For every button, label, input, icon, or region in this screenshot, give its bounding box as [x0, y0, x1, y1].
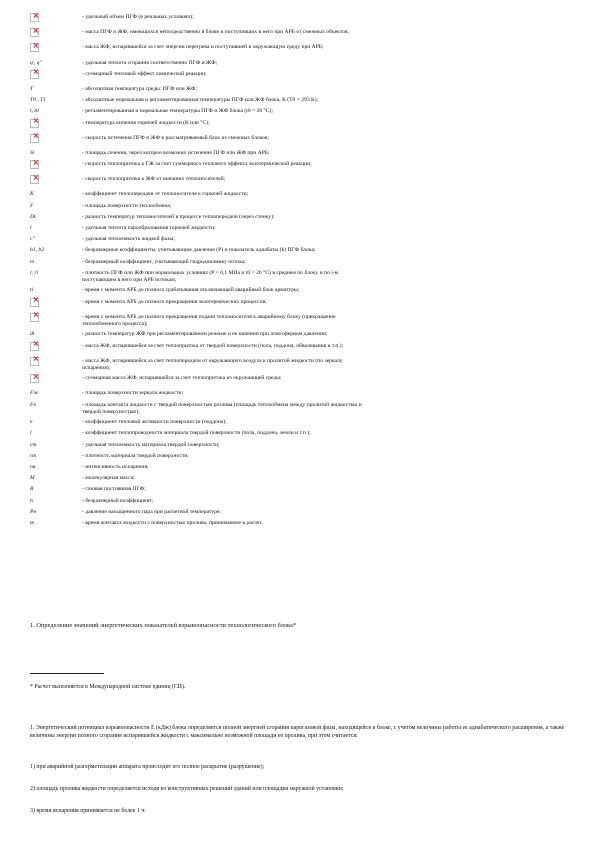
definition-row [30, 44, 578, 55]
definition-text-line: - абсолютная температура среды: ПГФ или ЖФ; [82, 85, 198, 92]
definition-symbol [30, 343, 82, 354]
definition-row [30, 343, 578, 354]
definition-row [30, 86, 578, 93]
definition-text-line: - время контакта жидкости с поверхностью пролива, принимаемое в расчет. [82, 519, 263, 526]
definition-text [82, 108, 578, 115]
definition-row [30, 442, 578, 449]
definition-text [82, 44, 578, 51]
definition-row [30, 135, 578, 146]
definition-text [82, 390, 578, 397]
definition-symbol: r [30, 225, 33, 231]
definition-text-line: - скорость теплопритока к ЖФ от внешних теплоносителей; [82, 176, 226, 183]
definition-row [30, 520, 578, 527]
broken-image-icon [30, 175, 39, 184]
definition-text-line: - интенсивность испарения; [82, 464, 149, 470]
definition-text-line: - безразмерный коэффициент, учитывающий гидродинамику потока; [82, 258, 246, 265]
definition-text [82, 247, 578, 254]
definition-text [82, 191, 578, 198]
definition-text-line: - время с момента АРБ до полного срабатывания отключающей аварийный блок арматуры; [82, 287, 300, 294]
definition-symbol: dt [30, 331, 35, 338]
definition-text-line: - безразмерные коэффициенты, учитывающие давление (P) и показатель адиабаты (k) ПГФ блока; [82, 247, 316, 254]
definition-text-line: - масса ЖФ, испарившейся за счет энергии перегрева и поступившей в окружающую среду при АРБ; [82, 44, 324, 51]
definition-text [82, 176, 578, 183]
definition-symbol [30, 71, 82, 82]
definition-text-line: испарения); [82, 364, 111, 371]
broken-image-icon [30, 119, 39, 128]
definition-symbol: c" [30, 236, 35, 243]
definition-row [30, 402, 578, 416]
definition-row [30, 509, 578, 516]
definition-text [82, 498, 578, 505]
broken-image-icon [30, 134, 39, 143]
definition-text [82, 214, 578, 221]
paragraph-energy-potential: 1. Энергетический потенциал взрывоопасности E (кДж) блока определяется полной энергией сгорания парогазовой фазы, находящейся в блоке, с учетом величины работы ее адиабатического расширения, а также величины энергии полного сгорания испарившейся жидкости с максимально возможной площади ее пролива, при этом считается: [30, 725, 565, 739]
definition-symbol: T [30, 85, 34, 92]
definition-row [30, 150, 578, 157]
definition-symbol: e [30, 419, 33, 426]
definition-text [82, 520, 578, 527]
broken-image-icon [30, 342, 39, 351]
definition-text-line: - масса ЖФ, испарившейся за счет теплопередачи от окружающего воздуха к пролитой жидкости (по зеркалу [82, 357, 343, 364]
definition-text [82, 430, 578, 437]
definition-text-line: - удельная теплоемкость жидкой фазы; [82, 236, 175, 243]
definition-row [30, 475, 578, 482]
definition-text [82, 375, 578, 382]
definition-symbol: R [30, 486, 34, 493]
definition-text-line: теплообменного процесса); [82, 320, 148, 327]
definition-row [30, 176, 578, 187]
definition-row [30, 464, 578, 471]
definition-row [30, 161, 578, 172]
definition-text-line: - площадь контакта жидкости с твердой поверхностью розлива (площадь теплообмена между пролитой жидкостью и [82, 401, 362, 408]
definitions-list [30, 14, 578, 531]
definition-text [82, 135, 578, 142]
definition-symbol: h [30, 497, 33, 504]
definition-text-line: - коэффициент теплопередачи от теплоносителя к горючей жидкости; [82, 191, 249, 198]
definition-text [82, 236, 578, 243]
definition-symbol [30, 135, 82, 146]
definition-row [30, 259, 578, 266]
definition-row [30, 247, 578, 254]
definition-text [82, 259, 578, 266]
definition-text [82, 299, 578, 306]
definition-symbol: t, t0 [30, 108, 39, 115]
broken-image-icon [30, 43, 39, 52]
definition-text-line: - давление насыщенного пара при расчетной температуре; [82, 508, 221, 515]
definition-row [30, 71, 578, 82]
definition-symbol [30, 44, 82, 55]
definition-symbol [30, 358, 82, 369]
definition-symbol: ti [30, 287, 34, 294]
definition-row [30, 270, 578, 284]
definition-text [82, 358, 578, 372]
broken-image-icon [30, 160, 39, 169]
definition-text [82, 14, 578, 21]
definition-text-line: - молекулярная масса; [82, 475, 135, 482]
definition-row [30, 375, 578, 386]
definition-text [82, 29, 578, 36]
broken-image-icon [30, 13, 39, 22]
definition-text-line: - коэффициент теплопроводности материала твердой поверхности (пола, поддона, земли и т.п.); [82, 430, 311, 437]
definition-symbol [30, 29, 82, 40]
definition-symbol: l [30, 430, 32, 437]
definition-symbol: tк [30, 519, 35, 526]
definition-text [82, 150, 578, 157]
broken-image-icon [30, 298, 39, 307]
definition-text-line: - газовая постоянная ПГФ; [82, 486, 146, 493]
definition-symbol [30, 299, 82, 310]
definition-text-line: - регламентированная и нормальная температуры ПГФ и ЖФ блока (t0 = 20 °С); [82, 108, 273, 115]
definition-text-line: - абсолютные нормальная и регламентированная температуры ПГФ или ЖФ блока, К (T0 = 293 К); [82, 97, 319, 104]
definition-text-line: - плотность ПГФ или ЖФ при нормальных условиях (P = 0,1 МПа и t0 = 20 °С) в среднем по блоку и по i-м [82, 269, 339, 276]
definition-row [30, 498, 578, 505]
definition-text [82, 402, 578, 416]
definition-text-line: - температура кипения горючей жидкости (К или °С); [82, 119, 210, 126]
definition-text [82, 60, 578, 67]
definition-symbol [30, 314, 82, 325]
definition-symbol [30, 375, 82, 386]
definition-text [82, 343, 578, 350]
definition-row [30, 108, 578, 115]
definition-symbol: M [30, 475, 35, 482]
definition-row [30, 203, 578, 210]
definition-text-line: - удельная теплота сгорания соответственно ПГФ и ЖФ; [82, 59, 218, 66]
definition-row [30, 14, 578, 25]
definition-row [30, 331, 578, 338]
definition-row [30, 358, 578, 372]
definition-row [30, 453, 578, 460]
definition-text [82, 475, 578, 482]
definition-symbol: q', q" [30, 59, 42, 66]
definition-row [30, 120, 578, 131]
definition-text [82, 331, 578, 338]
definition-symbol: F [30, 202, 34, 209]
definition-row [30, 191, 578, 198]
definition-text-line: - масса ПГФ и ЖФ, имеющихся непосредственно в блоке и поступивших в него при АРБ от смежных объектов; [82, 29, 350, 36]
definition-text-line: - удельная теплота парообразования горючей жидкости; [82, 225, 216, 231]
definition-text [82, 120, 578, 127]
definition-text-line: - время с момента АРБ до полного прекращения подачи теплоносителя к аварийному блоку (прекращение [82, 313, 336, 320]
definition-text-line: - площадь сечения, через которое возможно истечение ПГФ или ЖФ при АРБ; [82, 149, 270, 156]
definition-symbol [30, 14, 82, 25]
definition-row [30, 486, 578, 493]
paragraph-condition-1: 1) при аварийной разгерметизации аппарата происходит его полное раскрытие (разрушение); [30, 764, 265, 770]
footnote-divider [30, 673, 104, 674]
definition-text-line: - площадь поверхности теплообмена; [82, 202, 172, 209]
definition-text-line: - суммарный тепловой эффект химической реакции; [82, 70, 207, 77]
definition-row [30, 314, 578, 328]
definition-symbol [30, 176, 82, 187]
definition-text-line: - масса ЖФ, испарившейся за счет теплопритока от твердой поверхности (пола, поддона, обвалования и т.п.); [82, 342, 344, 349]
paragraph-condition-2: 2) площадь пролива жидкости определяется исходя из конструктивных решений зданий или площадки наружной установки; [30, 786, 344, 792]
definition-text [82, 287, 578, 294]
broken-image-icon [30, 70, 39, 79]
definition-text [82, 442, 578, 449]
definition-text-line: - площадь поверхности зеркала жидкости; [82, 390, 184, 397]
definition-text [82, 225, 578, 232]
section-heading: 1. Определение значений энергетических показателей взрывоопасности технологического блока* [30, 622, 297, 629]
definition-symbol [30, 120, 82, 131]
footnote: * Расчет выполняется в Международной системе единиц (СИ). [30, 684, 186, 690]
definition-text [82, 464, 578, 471]
definition-row [30, 299, 578, 310]
definition-row [30, 60, 578, 67]
definition-symbol: Si [30, 149, 35, 156]
definition-symbol: Pн [30, 508, 37, 515]
paragraph-condition-3: 3) время испарения принимается не более 1 ч: [30, 808, 146, 814]
definition-row [30, 287, 578, 294]
definition-text-line: - скорость истечения ПГФ и ЖФ в рассматриваемый блок из смежных блоков; [82, 134, 270, 141]
definition-text-line: поступающим в него при АРБ потокам; [82, 276, 177, 283]
broken-image-icon [30, 313, 39, 322]
definition-text [82, 486, 578, 493]
definition-row [30, 419, 578, 426]
definition-text [82, 203, 578, 210]
definition-text [82, 86, 578, 93]
definition-text-line: - удельный объем ПГФ (в реальных условиях); [82, 14, 194, 20]
definition-text [82, 71, 578, 78]
broken-image-icon [30, 374, 39, 383]
definition-text-line: - суммарная масса ЖФ, испарившейся за счет теплопритока из окружающей среды; [82, 375, 282, 382]
definition-symbol: пи [30, 464, 36, 470]
definition-symbol: T0 , T1 [30, 97, 47, 104]
definition-text-line: - коэффициент тепловой активности поверхности (поддона); [82, 419, 227, 426]
definition-symbol: Dt [30, 213, 36, 220]
definition-text [82, 161, 578, 168]
definition-text-line: - разность температур теплоносителей в процессе теплопередачи (через стенку); [82, 213, 275, 220]
broken-image-icon [30, 28, 39, 37]
definition-text-line: - разность температур ЖФ при регламентированном режиме и ее кипении при атмосферном давлении; [82, 331, 328, 338]
definition-text-line: - время с момента АРБ до полного прекращения экзотермических процессов; [82, 298, 267, 305]
definition-text-line: твердой поверхностью); [82, 408, 140, 415]
definition-row [30, 225, 578, 232]
definition-text [82, 314, 578, 328]
definition-row [30, 236, 578, 243]
broken-image-icon [30, 357, 39, 366]
definition-symbol: b1, b2 [30, 247, 44, 254]
definition-symbol: Fж [30, 390, 39, 397]
definition-symbol: rт [30, 452, 37, 459]
definition-row [30, 214, 578, 221]
definition-text-line: - плотность материала твердой поверхности; [82, 452, 189, 459]
definition-row [30, 97, 578, 104]
definition-symbol: ст [30, 441, 37, 448]
definition-text-line: - безразмерный коэффициент; [82, 497, 154, 504]
definition-text-line: - скорость теплопритока к ГЖ за счет суммарного теплового эффекта экзотермической реакции; [82, 161, 312, 168]
definition-row [30, 430, 578, 437]
definition-symbol: m [30, 258, 35, 265]
definition-symbol [30, 161, 82, 172]
definition-row [30, 29, 578, 40]
definition-text-line: - удельная теплоемкость материала твердой поверхности; [82, 441, 220, 448]
definition-text [82, 419, 578, 426]
definition-text [82, 97, 578, 104]
definition-symbol: Fп [30, 401, 37, 408]
definition-row [30, 390, 578, 397]
definition-symbol: K [30, 191, 34, 198]
definition-symbol: r, ri [30, 269, 39, 276]
definition-text [82, 509, 578, 516]
definition-text [82, 270, 578, 284]
definition-text [82, 453, 578, 460]
